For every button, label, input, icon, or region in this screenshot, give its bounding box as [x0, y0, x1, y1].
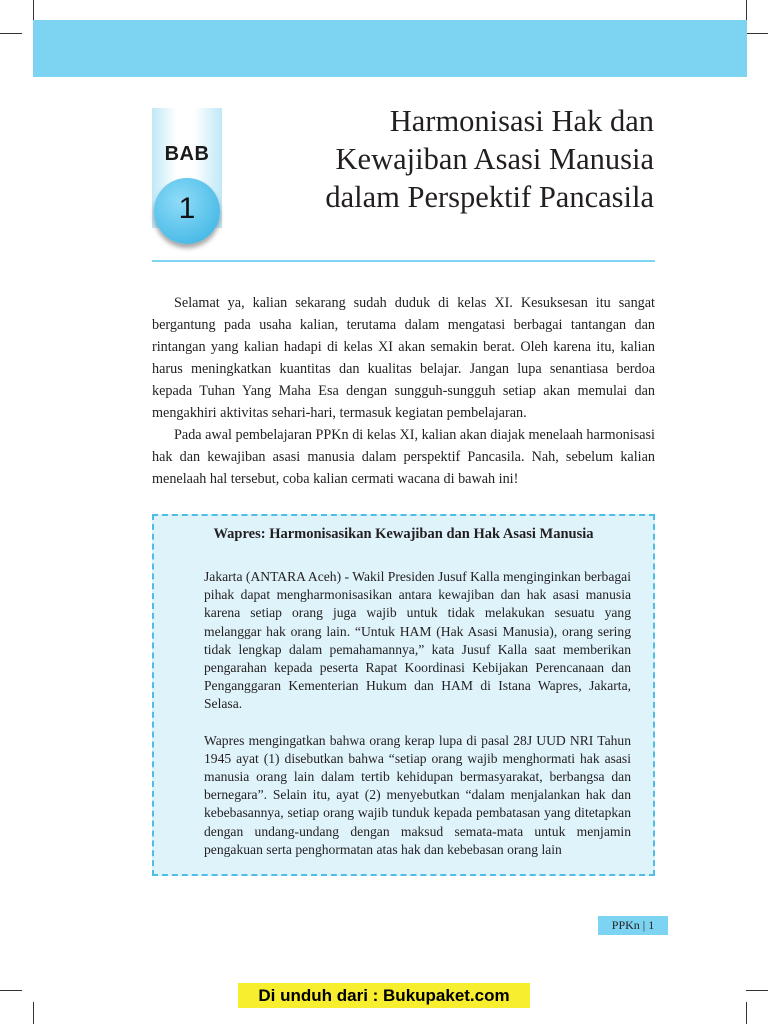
news-paragraph: Jakarta (ANTARA Aceh) - Wakil Presiden Jusuf Kalla menginginkan berbagai pihak dapat mengharmonisasikan antara kewajiban dan hak asasi manusia karena setiap orang juga wajib untuk tidak melakukan sesuatu yang melanggar hak orang lain. “Untuk HAM (Hak Asasi Manusia), orang sering tidak lengkap dalam pemahamannya,” kata Jusuf Kalla saat memberikan pengarahan kepada peserta Rapat Koordinasi Kebijakan Perencanaan dan Penganggaran Kementerian Hukum dan HAM di Istana Wapres, Jakarta, Selasa. — [204, 569, 631, 712]
intro-paragraph: Pada awal pembelajaran PPKn di kelas XI, kalian akan diajak menelaah harmonisasi hak dan kewajiban asasi manusia dalam perspektif Pancasila. Nah, sebelum kalian menelaah hal tersebut, coba kalian cermati wacana di bawah ini! — [152, 427, 655, 487]
crop-mark — [0, 33, 22, 34]
chapter-title-line: Kewajiban Asasi Manusia — [335, 142, 654, 176]
crop-mark — [746, 33, 768, 34]
chapter-number-badge — [154, 178, 220, 244]
crop-mark — [746, 1002, 747, 1024]
crop-mark — [33, 1002, 34, 1024]
news-paragraph: Wapres mengingatkan bahwa orang kerap lupa di pasal 28J UUD NRI Tahun 1945 ayat (1) disebutkan bahwa “setiap orang wajib menghormati hak asasi manusia orang lain dalam tertib kehidupan bermasyarakat, berbangsa dan bernegara”. Selain itu, ayat (2) menyebutkan “dalam menjalankan hak dan kebebasannya, setiap orang wajib tunduk kepada pembatasan yang ditetapkan dengan undang-undang dengan maksud semata-mata untuk menjamin pengakuan serta penghormatan atas hak dan kebebasan orang lain — [204, 732, 631, 857]
crop-mark — [33, 0, 34, 22]
download-source-banner: Di unduh dari : Bukupaket.com — [238, 983, 530, 1008]
news-excerpt-box — [152, 514, 655, 876]
chapter-title-line: Harmonisasi Hak dan — [389, 104, 654, 138]
page-number-tag: PPKn | 1 — [598, 916, 668, 935]
chapter-title-line: dalam Perspektif Pancasila — [325, 180, 654, 214]
crop-mark — [746, 990, 768, 991]
chapter-label: BAB — [164, 143, 210, 165]
header-band — [33, 20, 747, 77]
news-excerpt-title: Wapres: Harmonisasikan Kewajiban dan Hak Asasi Manusia — [213, 526, 594, 542]
intro-text — [152, 292, 655, 490]
crop-mark — [0, 990, 22, 991]
chapter-number: 1 — [178, 192, 196, 225]
crop-mark — [746, 0, 747, 22]
title-divider — [152, 260, 655, 262]
news-excerpt-body — [204, 568, 631, 876]
intro-paragraph: Selamat ya, kalian sekarang sudah duduk di kelas XI. Kesuksesan itu sangat bergantung pada usaha kalian, terutama dalam mengatasi berbagai tantangan dan rintangan yang kalian hadapi di kelas XI akan semakin berat. Oleh karena itu, kalian harus meningkatkan kuantitas dan kualitas belajar. Jangan lupa senantiasa berdoa kepada Tuhan Yang Maha Esa dengan sungguh-sungguh setiap akan memulai dan mengakhiri aktivitas sehari-hari, termasuk kegiatan pembelajaran. — [152, 295, 655, 421]
chapter-title — [234, 102, 654, 216]
